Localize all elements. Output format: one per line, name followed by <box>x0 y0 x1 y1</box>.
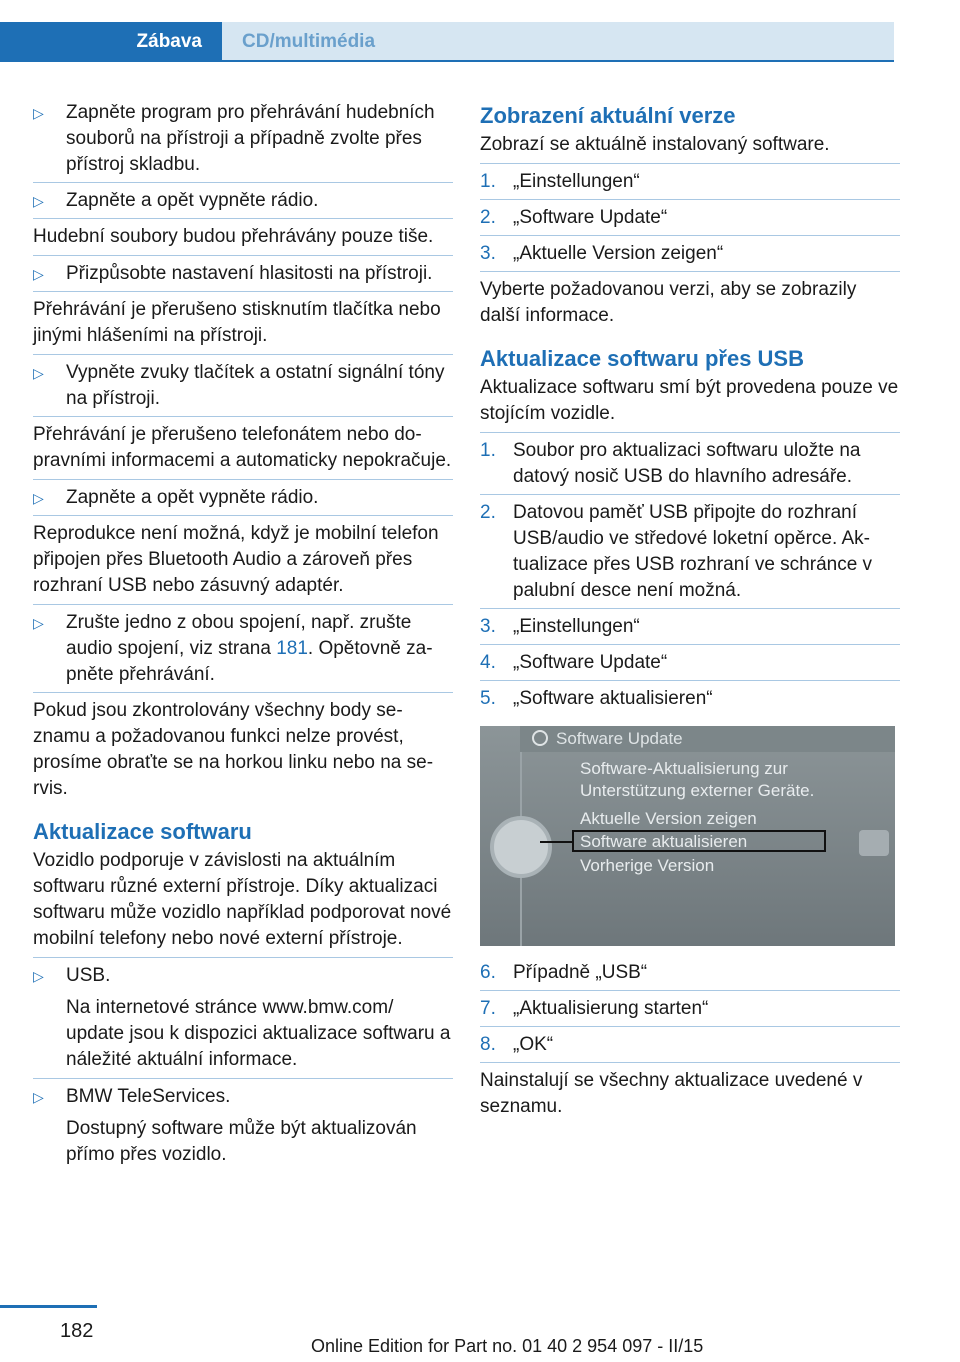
bullet-item: ▷ Zrušte jedno z obou spojení, např. zrušte audio spojení, viz strana 181. Opětovně zapněte přehrávání. <box>33 610 453 688</box>
screen-option: Vorherige Version <box>580 856 715 875</box>
numbered-step: 3. „Aktuelle Version zeigen“ <box>480 243 724 264</box>
bullet-item: ▷ Přizpůsobte nastavení hlasitosti na přístroji. <box>33 261 453 287</box>
paragraph: Pokud jsou zkontrolovány všechny body seznamu a požadovanou funkci nelze provést, prosíme obraťte se na horkou linku nebo na servis. <box>33 700 434 799</box>
divider <box>33 291 453 292</box>
divider <box>480 271 900 272</box>
divider <box>480 644 900 645</box>
footer-rule <box>0 1305 97 1308</box>
divider <box>33 182 453 183</box>
page-reference-link[interactable]: 181 <box>276 638 308 659</box>
triangle-bullet-icon: ▷ <box>33 193 44 209</box>
numbered-step: 1. „Einstellungen“ <box>480 171 640 192</box>
section-heading: Zobrazení aktuální verze <box>480 103 736 128</box>
page-number: 182 <box>60 1320 94 1342</box>
right-column <box>480 100 900 1125</box>
triangle-bullet-icon: ▷ <box>33 968 44 984</box>
triangle-bullet-icon: ▷ <box>33 1089 44 1105</box>
menu-button-icon <box>859 830 889 856</box>
numbered-step: 5. „Software aktualisieren“ <box>480 688 713 709</box>
divider <box>480 680 900 681</box>
bullet-subtext: Na internetové stránce www.bmw.com/ update jsou k dispozici aktualizace softwaru a náležité aktuální informace. <box>66 997 451 1070</box>
gear-icon <box>532 730 548 746</box>
numbered-step: 2. Datovou paměť USB připojte do rozhraní USB/audio ve středové loketní opěrce. Aktualizace přes USB rozhraní ve schránce v palubní desce není možná. <box>480 502 873 601</box>
bullet-subtext: Dostupný software může být aktualizován přímo přes vozidlo. <box>66 1118 417 1165</box>
triangle-bullet-icon: ▷ <box>33 266 44 282</box>
section-heading: Aktualizace softwaru <box>33 819 252 844</box>
section-tab: CD/multimédia <box>222 22 894 62</box>
screen-option: Aktuelle Version zeigen <box>580 809 757 828</box>
left-column <box>33 100 453 1173</box>
numbered-step: 8. „OK“ <box>480 1034 554 1055</box>
numbered-step: 1. Soubor pro aktualizaci softwaru uložte na datový nosič USB do hlavního adresáře. <box>480 440 861 487</box>
divider <box>33 1078 453 1079</box>
divider <box>33 255 453 256</box>
idrive-screenshot <box>480 726 895 946</box>
paragraph: Zobrazí se aktuálně instalovaný software. <box>480 134 830 155</box>
paragraph: Aktualizace softwaru smí být provedena pouze ve stojícím vozidle. <box>480 377 899 424</box>
divider <box>480 432 900 433</box>
header-rule <box>0 60 894 62</box>
divider <box>33 957 453 958</box>
screen-text: Software-Aktualisierung zur <box>580 759 788 778</box>
screen-title: Software Update <box>520 726 895 752</box>
paragraph: Reprodukce není možná, když je mobilní telefon připojen přes Bluetooth Audio a zároveň přes rozhraní USB nebo zásuvný adaptér. <box>33 523 439 596</box>
bullet-item: ▷ USB. <box>33 963 453 989</box>
divider <box>33 515 453 516</box>
divider <box>480 494 900 495</box>
selection-frame <box>572 830 826 852</box>
controller-knob-icon <box>490 816 552 878</box>
numbered-step: 7. „Aktualisierung starten“ <box>480 998 709 1019</box>
bullet-item: ▷ Zapněte program pro přehrávání hudebních souborů na přístroji a případně zvolte přes přístroj skladbu. <box>33 100 453 178</box>
divider <box>480 199 900 200</box>
divider <box>480 608 900 609</box>
paragraph: Přehrávání je přerušeno telefonátem nebo dopravními informacemi a automaticky nepokračuje. <box>33 424 452 471</box>
screen-text: Unterstützung externer Geräte. <box>580 781 815 800</box>
divider <box>33 354 453 355</box>
page-header <box>0 0 960 62</box>
numbered-step: 3. „Einstellungen“ <box>480 616 640 637</box>
section-heading: Aktualizace softwaru přes USB <box>480 346 804 371</box>
numbered-step: 2. „Software Update“ <box>480 207 668 228</box>
paragraph: Nainstalují se všechny aktualizace uvedené v seznamu. <box>480 1070 863 1117</box>
numbered-step: 4. „Software Update“ <box>480 652 668 673</box>
bullet-item: ▷ BMW TeleServices. <box>33 1084 453 1110</box>
bullet-item: ▷ Vypněte zvuky tlačítek a ostatní signální tóny na přístroji. <box>33 360 453 412</box>
numbered-step: 6. Případně „USB“ <box>480 962 648 983</box>
triangle-bullet-icon: ▷ <box>33 105 44 121</box>
screen-option-selected: Software aktualisieren <box>580 832 748 851</box>
divider <box>480 235 900 236</box>
callout-line <box>540 841 574 843</box>
edition-note: Online Edition for Part no. 01 40 2 954 097 - II/15 <box>311 1336 704 1356</box>
paragraph: Vozidlo podporuje v závislosti na aktuálním softwaru různé externí přístroje. Díky aktualizaci softwaru může vozidlo například podporovat nové mobilní telefony nebo nové externí přístroje. <box>33 850 452 949</box>
paragraph: Vyberte požadovanou verzi, aby se zobrazily další informace. <box>480 279 857 326</box>
triangle-bullet-icon: ▷ <box>33 490 44 506</box>
bullet-item: ▷ Zapněte a opět vypněte rádio. <box>33 188 453 214</box>
triangle-bullet-icon: ▷ <box>33 615 44 631</box>
divider <box>33 604 453 605</box>
divider <box>480 990 900 991</box>
divider <box>33 416 453 417</box>
chapter-tab: Zábava <box>0 22 222 62</box>
divider <box>33 692 453 693</box>
divider <box>480 1062 900 1063</box>
paragraph: Hudební soubory budou přehrávány pouze tiše. <box>33 226 434 247</box>
divider <box>480 1026 900 1027</box>
paragraph: Přehrávání je přerušeno stisknutím tlačítka nebo jinými hlášeními na přístroji. <box>33 299 441 346</box>
triangle-bullet-icon: ▷ <box>33 365 44 381</box>
bullet-item: ▷ Zapněte a opět vypněte rádio. <box>33 485 453 511</box>
divider <box>33 218 453 219</box>
divider <box>33 479 453 480</box>
divider <box>480 163 900 164</box>
